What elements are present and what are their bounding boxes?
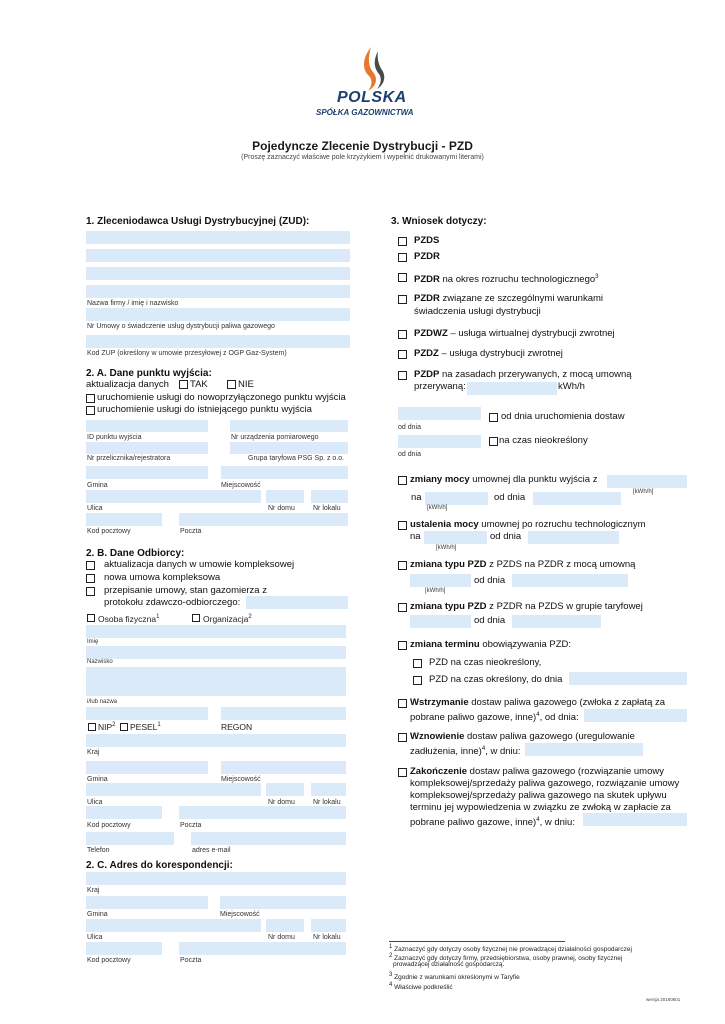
nrdomu-field-2b[interactable] <box>266 783 304 796</box>
start-date-field-2[interactable] <box>398 435 481 448</box>
kraj-field-2b[interactable] <box>86 734 346 747</box>
nip-label: NIP$^2$ <box>98 722 116 732</box>
type-change-pzdr-checkbox[interactable] <box>398 603 407 612</box>
resumption-label: Wznowienie dostaw paliwa gazowego (uregulowanie <box>410 731 635 742</box>
miejscowosc-field-2c[interactable] <box>220 896 346 909</box>
capacity-setting-checkbox[interactable] <box>398 521 407 530</box>
suspension-checkbox[interactable] <box>398 699 407 708</box>
first-name-field[interactable] <box>86 625 346 638</box>
update-nie-label: NIE <box>238 379 254 390</box>
term-indefinite-checkbox[interactable] <box>413 659 422 668</box>
existing-point-label: uruchomienie usługi do istniejącego punktu wyjścia <box>97 404 312 415</box>
pzdz-label: PZDZ – usługa dystrybucji zwrotnej <box>414 348 563 359</box>
tariff-group-label: Grupa taryfowa PSG Sp. z o.o. <box>248 455 345 462</box>
flame-logo-icon <box>358 45 388 93</box>
pzdwz-checkbox[interactable] <box>398 330 407 339</box>
firm-name-label: Nazwa firmy / imię i nazwisko <box>87 300 179 307</box>
term-indefinite-label: PZD na czas nieokreślony, <box>429 657 542 668</box>
kod-label-2c: Kod pocztowy <box>87 957 131 964</box>
update-nie-checkbox[interactable] <box>227 380 236 389</box>
pzds-label: PZDS <box>414 235 440 246</box>
term-definite-checkbox[interactable] <box>413 676 422 685</box>
update-tak-label: TAK <box>190 379 208 390</box>
firm-name-field-3[interactable] <box>86 267 350 280</box>
footnote-2-cont: prowadzącej działalność gospodarczą. <box>393 961 505 968</box>
capacity-change-date-field[interactable] <box>533 492 621 505</box>
type-change-pzds-checkbox[interactable] <box>398 561 407 570</box>
last-name-label: Nazwisko <box>87 659 113 665</box>
zup-code-label: Kod ZUP (określony w umowie przesyłowej z OGP Gaz-System) <box>87 350 287 357</box>
kod-field-2c[interactable] <box>86 942 162 955</box>
section-3-heading: 3. Wniosek dotyczy: <box>391 216 487 227</box>
kwh-unit-label: kWh/h <box>558 381 585 392</box>
ulica-field-2c[interactable] <box>86 919 261 932</box>
pzdr-checkbox[interactable] <box>398 253 407 262</box>
tariff-change-date-field[interactable] <box>512 615 601 628</box>
kraj-field-2c[interactable] <box>86 872 346 885</box>
pzdr-special-label: PZDR związane ze szczególnymi warunkami <box>414 293 604 304</box>
pzdr-label: PZDR <box>414 251 440 262</box>
pzdwz-label: PZDWZ – usługa wirtualnej dystrybucji zwrotnej <box>414 328 615 339</box>
email-field[interactable] <box>191 832 346 845</box>
term-definite-date-field[interactable] <box>569 672 687 685</box>
gmina-label-2c: Gmina <box>87 911 108 918</box>
ulica-label-2a: Ulica <box>87 505 103 512</box>
firm-name-field-2[interactable] <box>86 249 350 262</box>
regon-label: REGON <box>221 722 253 732</box>
company-name-field[interactable] <box>86 667 346 696</box>
section-1-heading: 1. Zleceniodawca Usługi Dystrybucyjnej (ZUD): <box>86 216 310 227</box>
capacity-setting-label: ustalenia mocy umownej po rozruchu technologicznym <box>410 519 646 530</box>
capacity-change-exit-field[interactable] <box>607 475 687 488</box>
miejscowosc-field-2a[interactable] <box>221 466 348 479</box>
company-name-label: i/lub nazwa <box>87 699 118 705</box>
pzdr-startup-label: PZDR na okres rozruchu technologicznego$^3$ <box>414 274 599 286</box>
termination-label-2: kompleksowej/sprzedaży paliwa gazowego, rozwiązanie umowy <box>410 778 680 789</box>
organization-label: Organizacja$^2$ <box>203 614 252 624</box>
nrlokalu-label-2c: Nr lokalu <box>313 934 341 941</box>
capacity-change-checkbox[interactable] <box>398 476 407 485</box>
organization-checkbox[interactable] <box>192 614 200 622</box>
type-change-od-label: od dnia <box>474 575 506 586</box>
nrlokalu-field-2c[interactable] <box>311 919 346 932</box>
exit-point-id-label: ID punktu wyjścia <box>87 434 142 441</box>
transfer-contract-label-2: protokołu zdawczo-odbiorczego: <box>104 597 241 608</box>
term-change-checkbox[interactable] <box>398 641 407 650</box>
update-data-label: aktualizacja danych <box>86 379 169 390</box>
footnote-4: $^4$ Właściwe podkreślić <box>389 982 453 992</box>
pzdp-label: PZDP na zasadach przerywanych, z mocą umowną <box>414 369 632 380</box>
capacity-setting-na-label: na <box>410 531 421 542</box>
nrdomu-label-2b: Nr domu <box>268 799 295 806</box>
capacity-change-unit-2: [kWh/h] <box>427 505 448 511</box>
footnote-2: $^2$ Zaznaczyć gdy dotyczy firmy, przedsiębiorstwa, osoby prawnej, osoby fizycznej <box>389 953 623 963</box>
kod-field-2b[interactable] <box>86 806 162 819</box>
term-change-label: zmiana terminu obowiązywania PZD: <box>410 639 572 650</box>
meter-number-field[interactable] <box>230 420 348 432</box>
kod-label-2a: Kod pocztowy <box>87 528 131 535</box>
ulica-label-2b: Ulica <box>87 799 103 806</box>
footnote-3: $^3$ Zgodnie z warunkami określonymi w Taryfie <box>389 972 520 982</box>
resumption-checkbox[interactable] <box>398 733 407 742</box>
last-name-field[interactable] <box>86 646 346 659</box>
gmina-field-2a[interactable] <box>86 466 208 479</box>
from-date-label-1: od dnia <box>398 424 421 431</box>
meter-number-label: Nr urządzenia pomiarowego <box>231 434 319 441</box>
start-date-field[interactable] <box>398 407 481 420</box>
termination-checkbox[interactable] <box>398 768 407 777</box>
tariff-group-change-field[interactable] <box>410 615 471 628</box>
nrlokalu-field-2a[interactable] <box>311 490 348 503</box>
new-contract-checkbox[interactable] <box>86 574 95 583</box>
capacity-change-unit-1: [kWh/h] <box>633 489 654 495</box>
firm-name-field-4[interactable] <box>86 285 350 298</box>
natural-person-label: Osoba fizyczna$^1$ <box>98 614 160 624</box>
gmina-field-2c[interactable] <box>86 896 208 909</box>
tariff-group-field[interactable] <box>230 442 348 454</box>
poczta-label-2b: Poczta <box>180 822 202 829</box>
kraj-label-2b: Kraj <box>87 749 100 756</box>
nip-checkbox[interactable] <box>88 723 96 731</box>
pzdr-startup-checkbox[interactable] <box>398 273 407 282</box>
transfer-contract-label-1: przepisanie umowy, stan gazomierza z <box>104 585 267 596</box>
resumption-label-2: zadłużenia, inne)$^4$, w dniu: <box>410 746 521 758</box>
converter-number-field[interactable] <box>86 442 208 454</box>
ulica-field-2b[interactable] <box>86 783 261 796</box>
capacity-change-od-label: od dnia <box>494 492 526 503</box>
termination-date-field[interactable] <box>583 813 687 826</box>
ulica-label-2c: Ulica <box>87 934 103 941</box>
tax-id-field[interactable] <box>86 707 208 720</box>
phone-label: Telefon <box>87 847 110 854</box>
gmina-label-2b: Gmina <box>87 776 108 783</box>
indefinite-checkbox[interactable] <box>489 437 498 446</box>
footnote-divider <box>389 941 565 942</box>
type-change-pzdr-label: zmiana typu PZD z PZDR na PZDS w grupie taryfowej <box>410 601 643 612</box>
converter-number-label: Nr przelicznika/rejestratora <box>87 455 171 462</box>
nrlokalu-label-2b: Nr lokalu <box>313 799 341 806</box>
poczta-field-2c[interactable] <box>179 942 346 955</box>
nrdomu-field-2a[interactable] <box>266 490 304 503</box>
nrdomu-label-2c: Nr domu <box>268 934 295 941</box>
new-contract-label: nowa umowa kompleksowa <box>104 572 221 583</box>
pzdr-special-checkbox[interactable] <box>398 295 407 304</box>
miejscowosc-label-2c: Miejscowość <box>220 911 260 918</box>
logo-subtitle: SPÓŁKA GAZOWNICTWA <box>316 108 414 117</box>
miejscowosc-field-2b[interactable] <box>221 761 346 774</box>
new-connection-label: uruchomienie usługi do nowoprzyłączonego punktu wyjścia <box>97 392 346 403</box>
termination-label-4: terminu jej wypowiedzenia w związku ze zwłoką w zapłacie za <box>410 802 671 813</box>
type-change-pzds-label: zmiana typu PZD z PZDS na PZDR z mocą umowną <box>410 559 636 570</box>
section-2c-heading: 2. C. Adres do korespondencji: <box>86 860 233 871</box>
meter-reading-field[interactable] <box>246 596 348 609</box>
pzdz-checkbox[interactable] <box>398 350 407 359</box>
email-label: adres e-mail <box>192 847 231 854</box>
capacity-setting-value-field[interactable] <box>424 531 487 544</box>
version-label: wersja 20160601 <box>646 997 681 1002</box>
capacity-change-na-label: na <box>411 492 422 503</box>
nrlokalu-field-2b[interactable] <box>311 783 346 796</box>
new-connection-checkbox[interactable] <box>86 394 95 403</box>
poczta-label-2a: Poczta <box>180 528 202 535</box>
nrlokalu-label-2a: Nr lokalu <box>313 505 341 512</box>
kod-label-2b: Kod pocztowy <box>87 822 131 829</box>
page-subtitle: (Proszę zaznaczyć właściwe pole krzyżykiem i wypełnić drukowanymi literami) <box>241 154 484 161</box>
pesel-checkbox[interactable] <box>120 723 128 731</box>
suspension-label: Wstrzymanie dostaw paliwa gazowego (zwłoka z zapłatą za <box>410 697 666 708</box>
suspension-date-field[interactable] <box>584 709 687 722</box>
pzdr-special-label-2: świadczenia usługi dystrybucji <box>414 306 541 317</box>
ulica-field-2a[interactable] <box>86 490 261 503</box>
termination-label: Zakończenie dostaw paliwa gazowego (rozwiązanie umowy <box>410 766 664 777</box>
pzdp-checkbox[interactable] <box>398 371 407 380</box>
pzds-checkbox[interactable] <box>398 237 407 246</box>
transfer-contract-checkbox[interactable] <box>86 587 95 596</box>
termination-label-5: pobrane paliwo gazowe, inne)$^4$, w dniu: <box>410 817 575 829</box>
capacity-setting-od-label: od dnia <box>490 531 522 542</box>
section-2b-heading: 2. B. Dane Odbiorcy: <box>86 548 185 559</box>
interruptible-capacity-field[interactable] <box>467 382 557 395</box>
gmina-field-2b[interactable] <box>86 761 208 774</box>
regon-field[interactable] <box>221 707 346 720</box>
from-start-checkbox[interactable] <box>489 413 498 422</box>
capacity-setting-unit: [kWh/h] <box>436 545 457 551</box>
firm-name-field-1[interactable] <box>86 231 350 244</box>
pesel-label: PESEL$^1$ <box>130 722 161 732</box>
from-date-label-2: od dnia <box>398 451 421 458</box>
miejscowosc-label-2a: Miejscowość <box>221 482 261 489</box>
capacity-change-label: zmiany mocy umownej dla punktu wyjścia z <box>410 474 598 485</box>
contract-number-label: Nr Umowy o świadczenie usług dystrybucji paliwa gazowego <box>87 323 275 330</box>
contract-number-field[interactable] <box>86 308 350 321</box>
section-2a-heading: 2. A. Dane punktu wyjścia: <box>86 368 212 379</box>
nrdomu-field-2c[interactable] <box>266 919 304 932</box>
nrdomu-label-2a: Nr domu <box>268 505 295 512</box>
miejscowosc-label-2b: Miejscowość <box>221 776 261 783</box>
existing-point-checkbox[interactable] <box>86 406 95 415</box>
phone-field[interactable] <box>86 832 174 845</box>
zup-code-field[interactable] <box>86 335 350 348</box>
kraj-label-2c: Kraj <box>87 887 100 894</box>
first-name-label: Imię <box>87 639 99 645</box>
capacity-change-value-field[interactable] <box>425 492 488 505</box>
type-change-capacity-field[interactable] <box>410 574 471 587</box>
poczta-label-2c: Poczta <box>180 957 202 964</box>
pzdp-label-2: przerywaną: <box>414 381 466 392</box>
kod-field-2a[interactable] <box>86 513 162 526</box>
exit-point-id-field[interactable] <box>86 420 208 432</box>
update-contract-checkbox[interactable] <box>86 561 95 570</box>
capacity-setting-date-field[interactable] <box>528 531 619 544</box>
update-contract-label: aktualizacja danych w umowie kompleksowej <box>104 559 295 570</box>
type-change-date-field[interactable] <box>512 574 628 587</box>
natural-person-checkbox[interactable] <box>87 614 95 622</box>
indefinite-label: na czas nieokreślony <box>499 435 588 446</box>
termination-label-3: kompleksowej/sprzedaży paliwa gazowego na skutek upływu <box>410 790 667 801</box>
tariff-change-od-label: od dnia <box>474 615 506 626</box>
poczta-field-2a[interactable] <box>179 513 348 526</box>
update-tak-checkbox[interactable] <box>179 380 188 389</box>
poczta-field-2b[interactable] <box>179 806 346 819</box>
resumption-date-field[interactable] <box>525 743 643 756</box>
from-start-label: od dnia uruchomienia dostaw <box>501 411 625 422</box>
gmina-label-2a: Gmina <box>87 482 108 489</box>
footnote-1: $^1$ Zaznaczyć gdy dotyczy osoby fizycznej nie prowadzącej działalności gospodarczej <box>389 944 632 954</box>
suspension-label-2: pobrane paliwo gazowe, inne)$^4$, od dnia: <box>410 712 579 724</box>
page-title: Pojedyncze Zlecenie Dystrybucji - PZD <box>252 139 473 153</box>
term-definite-label: PZD na czas określony, do dnia <box>429 674 563 685</box>
type-change-unit: [kWh/h] <box>425 588 446 594</box>
logo-name: POLSKA <box>337 89 407 106</box>
